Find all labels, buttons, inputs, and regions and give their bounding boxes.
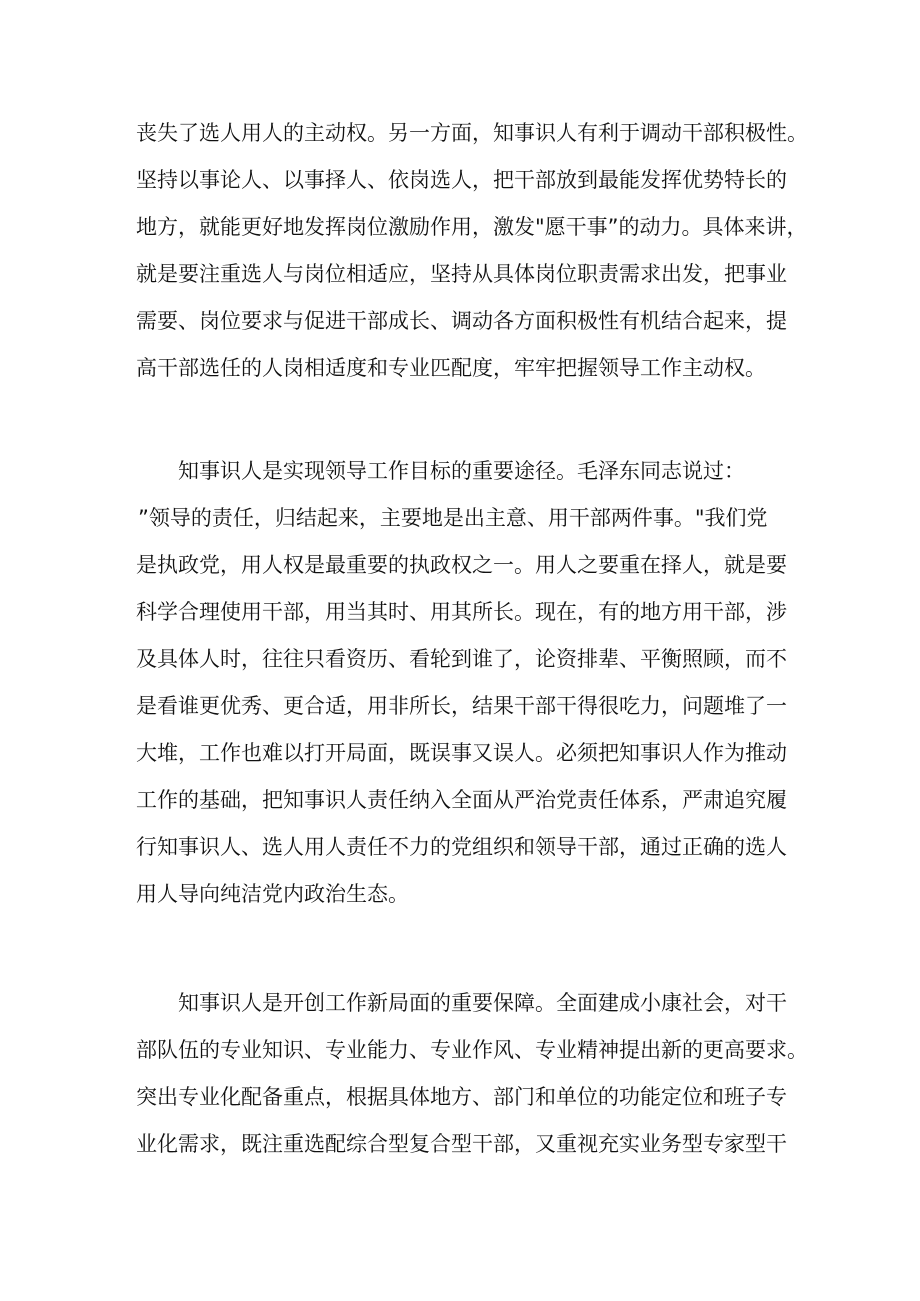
text-line: 丧失了选人用人的主动权。另一方面，知事识人有利于调动干部积极性。 [136, 121, 808, 145]
text-line: 地方，就能更好地发挥岗位激励作用，激发"愿干事”的动力。具体来讲， [136, 215, 808, 239]
text-line: 知事识人是实现领导工作目标的重要途径。毛泽东同志说过： [178, 459, 745, 483]
text-line: 用人导向纯洁党内政治生态。 [136, 882, 409, 906]
text-line: 大堆，工作也难以打开局面，既误事又误人。必须把知事识人作为推动 [136, 741, 787, 765]
text-line: 高干部选任的人岗相适度和专业匹配度，牢牢把握领导工作主动权。 [136, 356, 766, 380]
text-line: 就是要注重选人与岗位相适应，坚持从具体岗位职责需求出发，把事业 [136, 262, 787, 286]
text-line: 业化需求，既注重选配综合型复合型干部，又重视充实业务型专家型干 [136, 1132, 787, 1156]
text-line: 科学合理使用干部，用当其时、用其所长。现在，有的地方用干部，涉 [136, 600, 787, 624]
text-line: 是执政党，用人权是最重要的执政权之一。用人之要重在择人，就是要 [136, 553, 787, 577]
paragraph-2 [136, 448, 796, 918]
text-line: 需要、岗位要求与促进干部成长、调动各方面积极性有机结合起来，提 [136, 309, 787, 333]
text-line: 工作的基础，把知事识人责任纳入全面从严治党责任体系，严肃追究履 [136, 788, 787, 812]
text-line: ”领导的责任，归结起来，主要地是出主意、用干部两件事。"我们党 [138, 506, 768, 530]
text-line: 及具体人时，往往只看资历、看轮到谁了，论资排辈、平衡照顾，而不 [136, 647, 787, 671]
text-line: 坚持以事论人、以事择人、依岗选人，把干部放到最能发挥优势特长的 [136, 168, 787, 192]
text-line: 是看谁更优秀、更合适，用非所长，结果干部干得很吃力，问题堆了一 [136, 694, 787, 718]
text-line: 知事识人是开创工作新局面的重要保障。全面建成小康社会，对干 [178, 991, 787, 1015]
text-line: 突出专业化配备重点，根据具体地方、部门和单位的功能定位和班子专 [136, 1085, 787, 1109]
text-line: 部队伍的专业知识、专业能力、专业作风、专业精神提出新的更高要求。 [136, 1038, 808, 1062]
text-line: 行知事识人、选人用人责任不力的党组织和领导干部，通过正确的选人 [136, 835, 787, 859]
paragraph-1 [136, 110, 808, 392]
paragraph-3 [136, 980, 808, 1168]
